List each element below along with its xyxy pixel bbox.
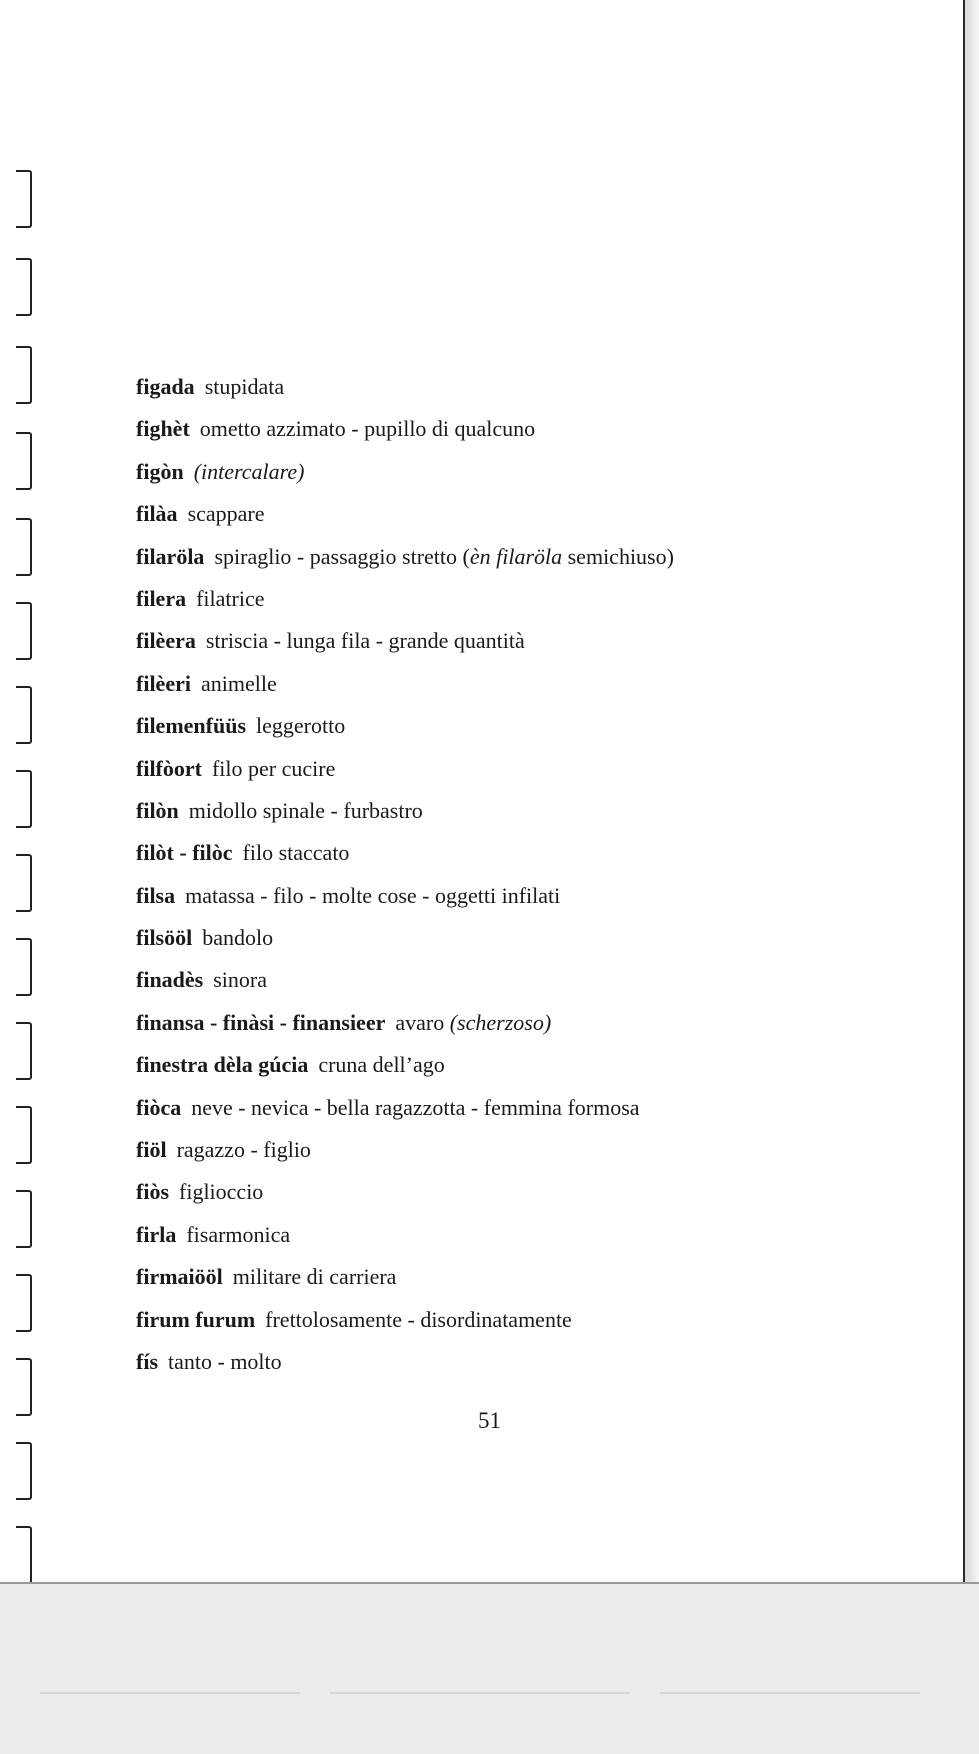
entry-definition: filatrice bbox=[196, 585, 265, 611]
entry-definition: ometto azzimato - pupillo di qualcuno bbox=[199, 416, 536, 442]
entry-definition: sinora bbox=[213, 967, 268, 993]
dictionary-entry bbox=[136, 1214, 936, 1256]
entry-term: finadès bbox=[136, 967, 204, 993]
entry-term: fiòs bbox=[136, 1179, 169, 1205]
entry-term: filsööl bbox=[136, 925, 193, 951]
binding-ring bbox=[16, 1190, 32, 1248]
binding-ring bbox=[16, 170, 32, 228]
faint-line bbox=[330, 1692, 630, 1694]
entry-term: finestra dèla gúcia bbox=[136, 1052, 309, 1078]
dictionary-entry bbox=[136, 620, 936, 662]
binding-ring bbox=[16, 1274, 32, 1332]
entry-term: figòn bbox=[136, 458, 184, 484]
entry-definition: fisarmonica bbox=[186, 1221, 291, 1247]
entry-definition: striscia - lunga fila - grande quantità bbox=[205, 628, 525, 654]
dictionary-entry bbox=[136, 578, 936, 620]
dictionary-entry bbox=[136, 408, 936, 450]
entry-note: (intercalare) bbox=[193, 458, 305, 484]
entry-term: filemenfüüs bbox=[136, 713, 246, 739]
dictionary-entry bbox=[136, 1129, 936, 1171]
dictionary-entry bbox=[136, 790, 936, 832]
dictionary-entry bbox=[136, 1299, 936, 1341]
page-edge-shadow bbox=[965, 0, 979, 1588]
entry-definition: scappare bbox=[187, 501, 265, 527]
dictionary-entry bbox=[136, 1002, 936, 1044]
binding-ring bbox=[16, 1106, 32, 1164]
entry-term: fiöl bbox=[136, 1137, 167, 1163]
entry-definition: cruna dell’ago bbox=[318, 1052, 445, 1078]
dictionary-entry bbox=[136, 1087, 936, 1129]
dictionary-entry bbox=[136, 366, 936, 408]
entry-term: filòt - filòc bbox=[136, 840, 233, 866]
entry-definition: filo staccato bbox=[242, 840, 350, 866]
entry-definition: tanto - molto bbox=[168, 1348, 282, 1374]
faint-line bbox=[40, 1692, 300, 1694]
entry-term: filaröla bbox=[136, 543, 205, 569]
entry-definition: leggerotto bbox=[256, 713, 346, 739]
entry-definition: filo per cucire bbox=[211, 755, 336, 781]
entry-term: filòn bbox=[136, 797, 179, 823]
binding-ring bbox=[16, 770, 32, 828]
entry-definition: matassa - filo - molte cose - oggetti infilati bbox=[185, 882, 561, 908]
entry-term: figada bbox=[136, 374, 195, 399]
entry-definition: militare di carriera bbox=[232, 1264, 397, 1290]
binding-ring bbox=[16, 1526, 32, 1584]
dictionary-entry bbox=[136, 875, 936, 917]
dictionary-entry bbox=[136, 1341, 936, 1383]
entry-term: firmaiööl bbox=[136, 1264, 223, 1290]
entry-definition: figlioccio bbox=[179, 1179, 264, 1205]
next-page-strip bbox=[0, 1582, 979, 1754]
dictionary-entry bbox=[136, 1044, 936, 1086]
binding-ring bbox=[16, 518, 32, 576]
entry-example-meaning: semichiuso) bbox=[567, 543, 674, 569]
entry-term: fighèt bbox=[136, 416, 190, 442]
entry-definition: avaro bbox=[395, 1009, 445, 1035]
page-number: 51 bbox=[478, 1408, 501, 1433]
entry-definition: neve - nevica - bella ragazzotta - femmina formosa bbox=[191, 1094, 640, 1120]
dictionary-entry bbox=[136, 959, 936, 1001]
entry-note: (scherzoso) bbox=[449, 1009, 552, 1035]
entry-term: filfòort bbox=[136, 755, 202, 781]
entry-paren: ( bbox=[462, 543, 470, 569]
binding-ring bbox=[16, 432, 32, 490]
entry-term: filera bbox=[136, 585, 187, 611]
dictionary-entry bbox=[136, 1171, 936, 1213]
binding-ring bbox=[16, 602, 32, 660]
faint-line bbox=[660, 1692, 920, 1694]
page-edge bbox=[963, 0, 965, 1588]
entry-term: finansa - finàsi - finansieer bbox=[136, 1009, 386, 1035]
binding-ring bbox=[16, 854, 32, 912]
binding-ring bbox=[16, 1442, 32, 1500]
spiral-binding bbox=[16, 170, 46, 1590]
entry-definition: ragazzo - figlio bbox=[176, 1137, 311, 1163]
entry-definition: spiraglio - passaggio stretto bbox=[214, 543, 458, 569]
dictionary-entry bbox=[136, 917, 936, 959]
entry-definition: frettolosamente - disordinatamente bbox=[265, 1306, 572, 1332]
entry-term: filèeri bbox=[136, 670, 191, 696]
binding-ring bbox=[16, 258, 32, 316]
entry-definition: bandolo bbox=[202, 925, 274, 951]
dictionary-entry bbox=[136, 1256, 936, 1298]
entry-term: filsa bbox=[136, 882, 176, 908]
dictionary-entry bbox=[136, 536, 936, 578]
dictionary-entry bbox=[136, 493, 936, 535]
binding-ring bbox=[16, 1022, 32, 1080]
entry-term: fís bbox=[136, 1348, 158, 1374]
entry-example: èn filaröla bbox=[469, 543, 563, 569]
entry-definition: stupidata bbox=[204, 374, 285, 399]
binding-ring bbox=[16, 346, 32, 404]
dictionary-entry bbox=[136, 705, 936, 747]
binding-ring bbox=[16, 686, 32, 744]
entry-term: filàa bbox=[136, 501, 178, 527]
dictionary-entries bbox=[136, 366, 936, 1383]
dictionary-entry bbox=[136, 748, 936, 790]
entry-term: firla bbox=[136, 1221, 177, 1247]
dictionary-entry bbox=[136, 832, 936, 874]
entry-term: firum furum bbox=[136, 1306, 256, 1332]
entry-definition: midollo spinale - furbastro bbox=[188, 797, 423, 823]
dictionary-entry bbox=[136, 451, 936, 493]
entry-definition: animelle bbox=[200, 670, 277, 696]
entry-term: fiòca bbox=[136, 1094, 182, 1120]
entry-term: filèera bbox=[136, 628, 196, 654]
binding-ring bbox=[16, 938, 32, 996]
dictionary-entry bbox=[136, 663, 936, 705]
